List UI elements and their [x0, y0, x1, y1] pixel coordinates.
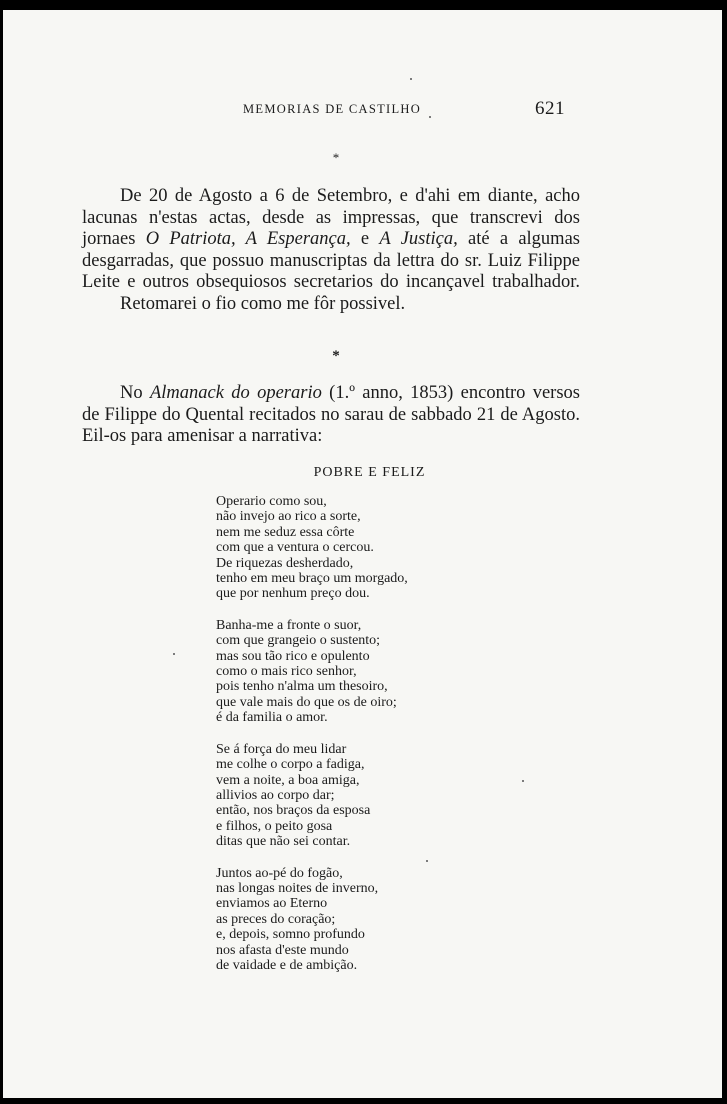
- poem-line: com que grangeio o sustento;: [216, 633, 381, 649]
- print-speck: [522, 780, 524, 782]
- poem-line: as preces do coração;: [216, 911, 336, 927]
- text-block-2: [82, 383, 580, 448]
- poem-line: que por nenhum preço dou.: [216, 586, 370, 602]
- section-separator-asterisk-2: *: [332, 348, 340, 364]
- print-speck: [429, 116, 431, 118]
- newspaper-title-justica: A Justiça,: [379, 229, 458, 249]
- poem-line: nas longas noites de inverno,: [216, 880, 379, 896]
- poem-line: que vale mais do que os de oiro;: [216, 694, 397, 710]
- print-speck: [426, 860, 428, 862]
- poem-line: vem a noite, a boa amiga,: [216, 772, 360, 788]
- poem-line: de vaidade e de ambição.: [216, 957, 358, 973]
- poem-line: como o mais rico senhor,: [216, 664, 357, 680]
- poem-line: Banha-me a fronte o suor,: [216, 617, 362, 633]
- page-number: 621: [535, 98, 565, 119]
- poem-line: Se á força do meu lidar: [216, 741, 347, 757]
- poem-stanza: [216, 618, 408, 726]
- poem-line: enviamos ao Eterno: [216, 896, 328, 912]
- poem-line: allivios ao corpo dar;: [216, 787, 335, 803]
- print-speck: [410, 78, 412, 80]
- poem-line: Operario como sou,: [216, 494, 327, 509]
- poem-title: POBRE E FELIZ: [313, 465, 426, 480]
- poem-stanza: [216, 866, 408, 974]
- poem-line: mas sou tão rico e opulento: [216, 648, 370, 664]
- poem-line: me colhe o corpo a fadiga,: [216, 757, 365, 773]
- paragraph-lacunas: [82, 186, 580, 294]
- poem-line: nos afasta d'este mundo: [216, 942, 349, 958]
- poem-line: não invejo ao rico a sorte,: [216, 509, 361, 525]
- text-block-1: [82, 186, 580, 315]
- running-head: [3, 98, 722, 126]
- poem-line: nem me seduz essa côrte: [216, 524, 355, 540]
- poem-body: [216, 494, 408, 989]
- paragraph-text-cont: (1.º anno, 1853) encontro versos de Filippe do Quental recitados no sarau de sabbado 21 de Agosto. Eil-os para amenisar a narrativa:: [82, 383, 580, 446]
- print-speck: [173, 653, 175, 655]
- almanack-title: Almanack do operario: [149, 383, 322, 403]
- poem-line: é da familia o amor.: [216, 710, 328, 726]
- paragraph-text: De 20 de Agosto a 6 de Setembro, e d'ahi em diante, acho lacunas n'estas actas, desde as impressas, que transcrevi dos jornaes: [82, 186, 580, 249]
- poem-line: Juntos ao-pé do fogão,: [216, 865, 343, 881]
- section-separator-asterisk: *: [332, 150, 340, 165]
- poem-line: e, depois, somno profundo: [216, 927, 365, 943]
- conjunction: e: [350, 229, 380, 249]
- poem-stanza: [216, 494, 408, 602]
- poem-line: De riquezas desherdado,: [216, 555, 354, 571]
- poem-line: e filhos, o peito gosa: [216, 818, 333, 834]
- book-page: [3, 10, 722, 1098]
- paragraph-almanack: [82, 383, 580, 448]
- paragraph-text: No: [120, 383, 150, 403]
- poem-line: tenho em meu braço um morgado,: [216, 571, 408, 587]
- poem-stanza: [216, 742, 408, 850]
- poem-line: então, nos braços da esposa: [216, 803, 371, 819]
- running-title: MEMORIAS DE CASTILHO: [243, 102, 422, 116]
- paragraph-retomarei: Retomarei o fio como me fôr possivel.: [120, 293, 406, 314]
- poem-line: ditas que não sei contar.: [216, 834, 351, 850]
- poem-line: pois tenho n'alma um thesoiro,: [216, 679, 388, 695]
- poem-line: com que a ventura o cercou.: [216, 540, 374, 556]
- newspaper-title-patriota-esperanca: O Patriota, A Esperança,: [145, 229, 351, 249]
- paragraph-text-cont: até a algumas desgarradas, que possuo manuscriptas da lettra do sr. Luiz Filippe Leite e outros obsequiosos secretarios do incançavel trabalhador.: [82, 229, 580, 292]
